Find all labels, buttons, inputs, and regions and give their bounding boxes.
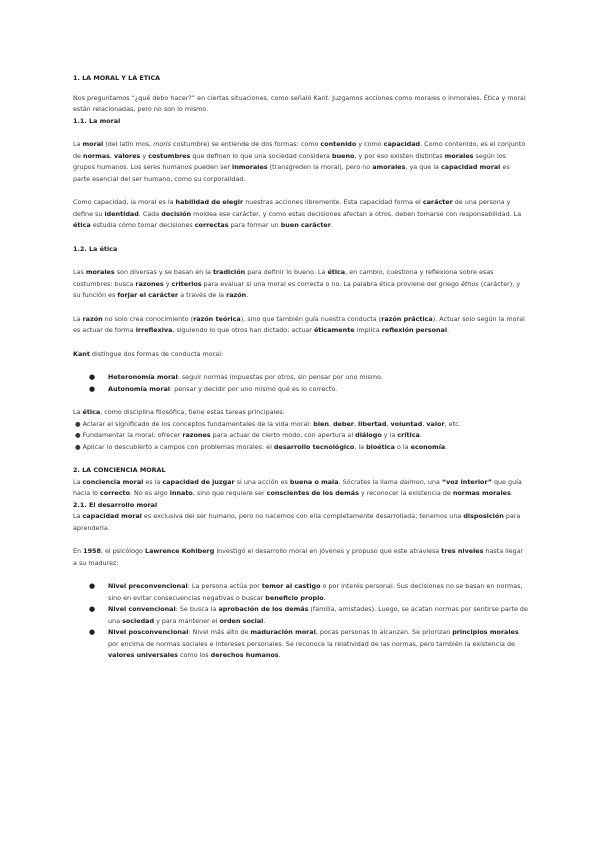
list-item: ● Nivel convencional: Se busca la aprobación de los demás (familia, amistades). Luego, se acatan normas por sentirse parte de una sociedad y para mantener el orden social.: [89, 605, 528, 625]
etica-paragraph-2: La razón no solo crea conocimiento (razón teórica), sino que también guía nuestra conducta (razón práctica). Actuar solo según la moral es actuar de forma irreflexiva, siguiendo lo que otros han dictado; actuar éticamente implica reflexión personal.: [73, 314, 525, 334]
moral-paragraph-1: La moral (del latín mos, moris costumbre) se entiende de dos formas: como contenido y como capacidad. Como contenido, es el conjunto de normas, valores y costumbres que definen lo que una sociedad considera bueno, y por eso existen distintas morales según los grupos humanos. Los seres humanos pueden ser inmorales (transgreden la moral), pero no amorales, ya que la capacidad moral es parte esencial del ser humano, como su corporalidad.: [73, 140, 526, 183]
bullet-icon: ●: [89, 373, 96, 381]
moral-paragraph-2: Como capacidad, la moral es la habilidad de elegir nuestras acciones libremente. Esta capacidad forma el carácter de una persona y define su identidad. Cada decisión moldea ese carácter, y como estas decisiones afectan a otros, deben tomarse con responsabilidad. La ética estudia cómo tomar decisiones correctas para formar un buen carácter.: [73, 198, 522, 229]
bullet-icon: ●: [89, 384, 96, 393]
document-body: [73, 73, 528, 662]
bullet-icon: ●: [89, 582, 96, 590]
task-item-1: ● Aclarar el significado de los conceptos fundamentales de la vida moral: bien, deber, libertad, voluntad, valor, etc.: [75, 419, 461, 428]
bullet-icon: ●: [89, 628, 96, 636]
kohlberg-paragraph: En 1958, el psicólogo Lawrence Kohlberg investigó el desarrollo moral en jóvenes y propuso que este atraviesa tres niveles hasta llegar a su madurez:: [73, 547, 524, 567]
kant-list: [73, 372, 528, 395]
list-item: ● Nivel preconvencional: La persona actúa por temor al castigo o por interés personal. Sus decisiones no se basan en normas, sino en evitar consecuencias negativas o buscar beneficio propio.: [89, 582, 523, 602]
task-item-2: ● Fundamentar la moral: ofrecer razones para actuar de cierto modo, con apertura al diálogo y la crítica.: [75, 431, 422, 439]
bullet-icon: ●: [89, 605, 96, 613]
kant-paragraph: Kant distingue dos formas de conducta moral:: [73, 349, 224, 358]
intro-paragraph: Nos preguntamos “¿qué debo hacer?” en ciertas situaciones, como señaló Kant. Juzgamos acciones como morales o inmorales. Ética y moral están relacionadas, pero no son lo mismo.: [73, 93, 526, 113]
kohlberg-levels-list: [73, 581, 528, 662]
conciencia-paragraph: La conciencia moral es la capacidad de juzgar si una acción es buena o mala. Sócrates la llama daimon, una “voz interior” que guía hacia lo correcto. No es algo innato, sino que requiere ser conscientes de los demás y reconocer la existencia de normas morales.: [73, 477, 522, 497]
desarrollo-paragraph: La capacidad moral es exclusiva del ser humano, pero no nacemos con ella completamente desarrollada; tenemos una disposición para aprenderla.: [73, 512, 521, 532]
section-heading-moral-etica: 1. LA MORAL Y LA ETICA: [73, 74, 161, 82]
list-item: ● Heteronomía moral: seguir normas impuestas por otros, sin pensar por uno mismo.: [73, 372, 528, 384]
etica-paragraph-1: Las morales son diversas y se basan en la tradición para definir lo bueno. La ética, en cambio, cuestiona y reflexiona sobre esas costumbres: busca razones y criterios para evaluar si una moral es correcta o no. La palabra ética proviene del griego êthos (carácter), y su función es forjar el carácter a través de la razón.: [73, 268, 521, 299]
list-item: ● Autonomía moral: pensar y decidir por uno mismo qué es lo correcto.: [73, 384, 528, 396]
subsection-heading-desarrollo: 2.1. El desarrollo moral: [73, 500, 158, 509]
task-item-3: ● Aplicar lo descubierto a campos con problemas morales: el desarrollo tecnológico, la bioética o la economía.: [75, 442, 448, 451]
subsection-heading-moral: 1.1. La moral: [73, 116, 121, 125]
subsection-heading-etica: 1.2. La ética: [73, 244, 118, 253]
tasks-intro: La ética, como disciplina filosófica, tiene estas tareas principales:: [73, 408, 285, 416]
section-heading-conciencia: 2. LA CONCIENCIA MORAL: [73, 466, 166, 474]
list-item: ● Nivel posconvencional: Nivel más alto de maduración moral, pocas personas lo alcanzan. Se priorizan principios morales por encima de normas sociales e intereses personales. Se reconoce la relatividad de las normas, pero también la existencia de valores universales como los derechos humanos.: [89, 628, 519, 659]
